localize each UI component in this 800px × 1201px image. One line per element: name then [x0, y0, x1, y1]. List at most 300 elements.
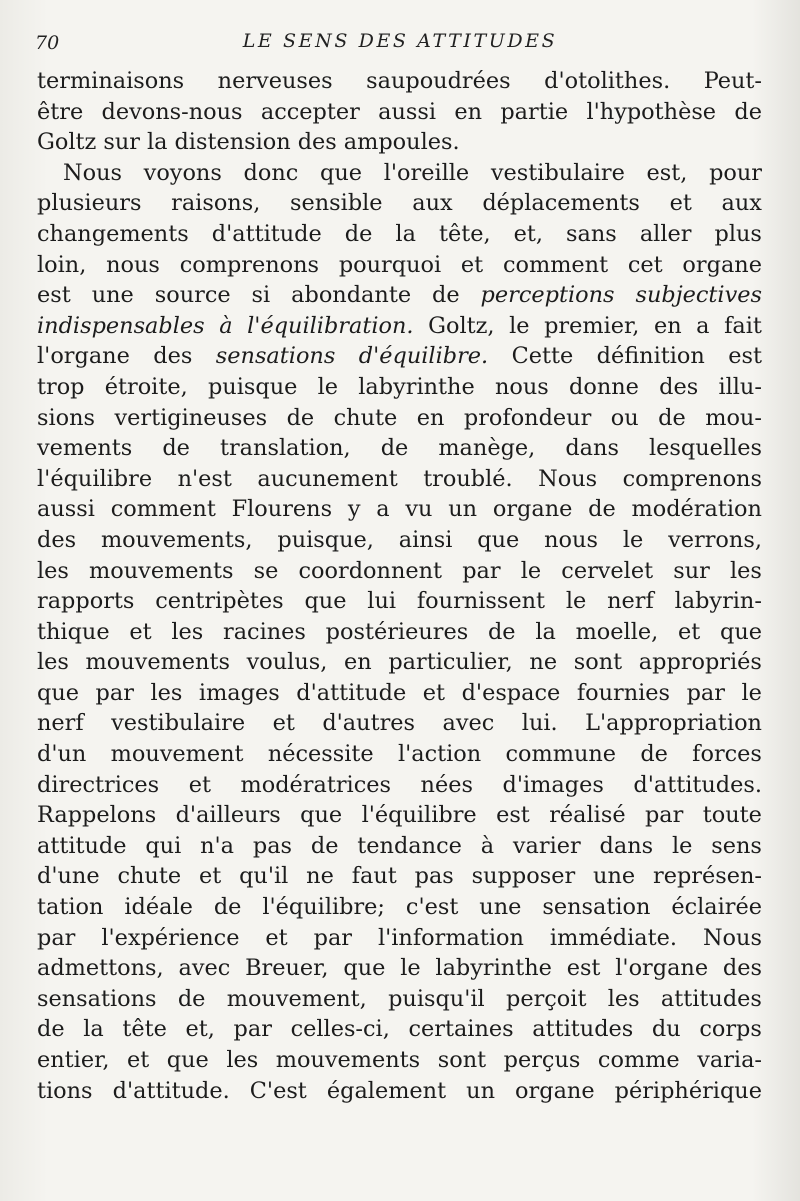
- word: une: [593, 863, 636, 890]
- word: aucunement: [257, 465, 398, 492]
- word: la: [535, 618, 556, 645]
- word: de: [658, 404, 686, 431]
- text-line: [37, 311, 762, 342]
- word: comme: [597, 1047, 680, 1073]
- word: nerf: [607, 588, 654, 615]
- text-line: [37, 158, 762, 189]
- word: modératrices: [240, 771, 391, 798]
- word: puisque,: [277, 526, 374, 553]
- text-line: [37, 372, 762, 403]
- word: les: [607, 985, 640, 1012]
- text-line: [37, 280, 762, 311]
- word: mouvement: [110, 741, 244, 768]
- word: accepter: [260, 98, 360, 125]
- word: aller: [639, 220, 692, 247]
- word: n'a: [200, 832, 235, 859]
- word: centripètes: [155, 588, 284, 615]
- word: sensations: [215, 343, 336, 370]
- word: l'expérience: [101, 924, 240, 951]
- word: chute: [333, 404, 398, 431]
- word: d'espace: [461, 679, 561, 706]
- word: mouvements: [89, 557, 234, 584]
- word: tendance: [357, 832, 462, 859]
- word: sions: [37, 404, 96, 431]
- text-line: [37, 800, 762, 831]
- word: de: [177, 985, 206, 1012]
- word: ou: [610, 404, 639, 431]
- word: les: [150, 679, 183, 706]
- word: l'équilibre: [361, 802, 477, 829]
- word: voyons: [143, 159, 222, 186]
- word: d'un: [37, 741, 87, 768]
- word: réalisé: [549, 802, 626, 829]
- word: loin,: [37, 251, 87, 278]
- word: lui.: [521, 710, 558, 737]
- word: le: [400, 955, 421, 982]
- word: comprenons: [622, 465, 762, 492]
- text-line: [37, 892, 762, 923]
- word: dans: [599, 832, 654, 859]
- word: y: [347, 496, 361, 523]
- text-line: [37, 770, 762, 801]
- word: Goltz,: [428, 312, 495, 339]
- word: sensation: [542, 894, 651, 921]
- word: particulier,: [388, 649, 513, 676]
- word: un: [466, 1077, 495, 1104]
- word: indispensables: [37, 312, 205, 339]
- text-line: [37, 494, 762, 525]
- word: Breuer,: [245, 955, 329, 982]
- word: l'équilibration.: [247, 312, 414, 339]
- text-line: [37, 708, 762, 739]
- word: lesquelles: [648, 435, 762, 462]
- word: changements: [37, 220, 189, 247]
- word: que: [300, 802, 343, 829]
- word: mou-: [705, 404, 762, 431]
- word: la: [83, 1016, 104, 1043]
- word: de: [487, 618, 516, 645]
- word: attitude: [37, 832, 127, 859]
- word: et: [669, 190, 692, 217]
- word: en: [416, 404, 445, 431]
- word: pour: [709, 159, 762, 186]
- word: commune: [505, 741, 617, 768]
- word: Goltz: [37, 129, 97, 156]
- word: toute: [702, 802, 762, 829]
- word: fournissent: [416, 588, 545, 615]
- word: représen-: [652, 863, 762, 890]
- word: que: [320, 159, 363, 186]
- word: les: [226, 1047, 259, 1073]
- word: d'autres: [322, 710, 416, 737]
- word: vestibulaire: [111, 710, 246, 737]
- word: par: [313, 924, 352, 951]
- word: plusieurs: [37, 190, 142, 217]
- text-line: [37, 1014, 762, 1045]
- page-header: [0, 30, 800, 60]
- word: lui: [367, 588, 397, 615]
- word: qui: [145, 832, 182, 859]
- word: de: [734, 98, 762, 125]
- running-title: LE SENS DES ATTITUDES: [242, 30, 558, 52]
- word: moelle,: [575, 618, 659, 645]
- word: est: [496, 802, 530, 829]
- word: idéale: [124, 894, 193, 921]
- word: admettons,: [37, 955, 164, 982]
- word: est: [566, 955, 601, 982]
- word: profondeur: [463, 404, 592, 431]
- word: donne: [569, 373, 639, 400]
- word: pas: [414, 863, 454, 890]
- word: avec: [178, 955, 231, 982]
- word: le: [317, 373, 339, 400]
- word: Rappelons: [37, 802, 157, 829]
- word: et,: [185, 1016, 215, 1043]
- word: aussi: [37, 496, 95, 523]
- word: thique: [37, 618, 110, 645]
- text-line: [37, 678, 762, 709]
- word: un: [448, 496, 478, 523]
- word: mouvements,: [100, 526, 253, 553]
- word: tions: [37, 1077, 93, 1104]
- word: sensations: [37, 985, 157, 1012]
- word: éclairée: [671, 894, 762, 921]
- word: sens: [711, 832, 762, 859]
- word: modération: [631, 496, 762, 523]
- word: si: [251, 282, 271, 309]
- word: faut: [351, 863, 397, 890]
- word: d'équilibre.: [358, 343, 489, 370]
- word: dans: [565, 435, 619, 462]
- word: avec: [442, 710, 495, 737]
- word: corps: [699, 1016, 762, 1043]
- word: et: [265, 924, 288, 951]
- word: d'otolithes.: [544, 68, 671, 94]
- word: en: [344, 649, 372, 676]
- word: images: [198, 679, 280, 706]
- word: forces: [692, 741, 762, 768]
- word: et: [272, 710, 295, 737]
- word: les: [171, 618, 204, 645]
- word: plus: [714, 220, 762, 247]
- word: puisqu'il: [388, 985, 485, 1012]
- word: une: [479, 894, 522, 921]
- text-line: [37, 923, 762, 954]
- word: d'images: [502, 771, 604, 798]
- word: et: [188, 771, 211, 798]
- word: mouvements: [85, 649, 230, 676]
- word: certaines: [408, 1016, 514, 1043]
- word: de: [162, 435, 190, 462]
- word: que: [477, 526, 520, 553]
- word: pas: [252, 832, 293, 859]
- word: sans: [566, 220, 617, 247]
- word: et: [126, 1047, 150, 1073]
- word: a: [696, 312, 710, 339]
- word: d'ailleurs: [175, 802, 281, 829]
- word: d'attitude: [211, 220, 322, 247]
- word: ampoules.: [343, 129, 460, 156]
- page-number: 70: [35, 32, 60, 54]
- word: fait: [724, 312, 762, 339]
- text-line: [37, 953, 762, 984]
- text-line: [37, 188, 762, 219]
- word: et: [422, 679, 446, 706]
- word: aux: [721, 190, 762, 217]
- word: le: [509, 312, 530, 339]
- word: nécessite: [267, 741, 374, 768]
- word: manège,: [438, 435, 536, 462]
- word: labyrin-: [674, 588, 762, 615]
- word: labyrinthe: [358, 373, 475, 400]
- word: d'une: [37, 863, 100, 890]
- word: Cette: [511, 343, 574, 370]
- word: l'information: [377, 924, 524, 951]
- word: sont: [573, 649, 623, 676]
- word: le: [622, 526, 644, 553]
- word: le: [671, 832, 693, 859]
- word: verrons,: [668, 526, 762, 553]
- body-text: [37, 66, 762, 1106]
- text-line: [37, 464, 762, 495]
- word: tête,: [438, 220, 491, 247]
- word: fournies: [576, 679, 671, 706]
- word: voulus,: [246, 649, 328, 676]
- word: varier: [512, 832, 581, 859]
- word: Peut-: [703, 68, 762, 94]
- word: que: [37, 679, 80, 706]
- word: distension: [174, 129, 291, 156]
- word: entier,: [37, 1047, 110, 1073]
- word: qu'il: [239, 863, 289, 890]
- text-line: [37, 127, 762, 158]
- word: celles-ci,: [290, 1016, 390, 1043]
- word: illu-: [718, 373, 762, 400]
- word: perçus: [503, 1047, 581, 1073]
- word: l'hypothèse: [586, 98, 717, 125]
- text-line: [37, 433, 762, 464]
- word: cet: [627, 251, 663, 278]
- word: tation: [37, 894, 104, 921]
- word: les: [37, 557, 69, 584]
- word: comment: [110, 496, 216, 523]
- word: est: [37, 282, 71, 309]
- word: appropriés: [638, 649, 762, 676]
- word: Nous: [63, 159, 122, 186]
- word: que: [343, 955, 386, 982]
- word: vu: [405, 496, 433, 523]
- word: de: [286, 404, 315, 431]
- word: des: [297, 129, 337, 156]
- word: le: [520, 557, 542, 584]
- word: rapports: [37, 588, 135, 615]
- word: de: [640, 741, 668, 768]
- word: Nous: [538, 465, 598, 492]
- word: sur: [673, 557, 710, 584]
- word: mouvements: [275, 1047, 421, 1073]
- word: cervelet: [561, 557, 654, 584]
- word: de: [310, 832, 339, 859]
- text-line: [37, 219, 762, 250]
- word: ne: [529, 649, 558, 676]
- word: à: [219, 312, 233, 339]
- word: des: [153, 343, 193, 370]
- word: comment: [502, 251, 609, 278]
- text-line: [37, 556, 762, 587]
- word: et,: [513, 220, 543, 247]
- word: par: [95, 679, 134, 706]
- word: de: [37, 1016, 65, 1043]
- word: puisque: [207, 373, 298, 400]
- word: que: [304, 588, 347, 615]
- word: que: [719, 618, 762, 645]
- word: terminaisons: [37, 68, 185, 94]
- word: nées: [420, 771, 473, 798]
- word: les: [37, 649, 69, 676]
- text-line: [37, 739, 762, 770]
- text-line: [37, 984, 762, 1015]
- word: subjectives: [635, 282, 762, 309]
- word: partie: [500, 98, 569, 125]
- word: tête: [122, 1016, 167, 1043]
- word: l'action: [397, 741, 482, 768]
- word: le: [565, 588, 587, 615]
- word: labyrinthe: [435, 955, 552, 982]
- word: à: [480, 832, 495, 859]
- word: racines: [223, 618, 306, 645]
- word: nous: [106, 251, 160, 278]
- word: nous: [494, 373, 549, 400]
- text-line: [37, 586, 762, 617]
- word: C'est: [249, 1077, 307, 1104]
- word: une: [91, 282, 134, 309]
- word: par: [644, 802, 684, 829]
- word: trop: [37, 373, 85, 400]
- text-line: [37, 617, 762, 648]
- word: aussi: [378, 98, 437, 125]
- text-line: [37, 1076, 762, 1107]
- word: organe: [682, 251, 762, 278]
- word: la: [395, 220, 416, 247]
- word: mouvement,: [226, 985, 367, 1012]
- word: l'équilibre;: [262, 894, 385, 921]
- word: des: [37, 526, 77, 553]
- word: vertigineuses: [114, 404, 268, 431]
- word: est,: [646, 159, 688, 186]
- word: supposer: [471, 863, 576, 890]
- word: par: [233, 1016, 272, 1043]
- word: du: [651, 1016, 681, 1043]
- word: vements: [37, 435, 133, 462]
- word: organe: [492, 496, 573, 523]
- word: perçoit: [505, 985, 587, 1012]
- text-line: [37, 525, 762, 556]
- word: nerveuses: [217, 68, 333, 94]
- text-line: [37, 861, 762, 892]
- word: en: [653, 312, 682, 339]
- text-line: [37, 647, 762, 678]
- word: premier,: [544, 312, 640, 339]
- word: le: [741, 679, 762, 706]
- word: la: [146, 129, 168, 156]
- word: chute: [117, 863, 182, 890]
- word: raisons,: [171, 190, 261, 217]
- word: ne: [306, 863, 334, 890]
- word: Nous: [702, 924, 762, 951]
- word: L'appropriation: [585, 710, 762, 737]
- word: troublé.: [423, 465, 513, 492]
- word: et: [129, 618, 152, 645]
- word: abondante: [291, 282, 412, 309]
- word: nerf: [37, 710, 84, 737]
- word: organe: [515, 1077, 595, 1104]
- text-line: [37, 97, 762, 128]
- word: a: [376, 496, 390, 523]
- word: et: [198, 863, 222, 890]
- word: de: [344, 220, 373, 247]
- text-line: [37, 1045, 762, 1076]
- word: perceptions: [480, 282, 615, 309]
- word: pourquoi: [338, 251, 442, 278]
- text-line: [37, 831, 762, 862]
- word: en: [454, 98, 483, 125]
- word: est: [728, 343, 762, 370]
- word: de: [588, 496, 616, 523]
- word: par: [462, 557, 501, 584]
- word: de: [380, 435, 409, 462]
- word: l'organe: [615, 955, 709, 982]
- word: l'équilibre: [37, 465, 153, 492]
- word: périphérique: [614, 1077, 762, 1104]
- word: par: [686, 679, 725, 706]
- text-line: [37, 66, 762, 97]
- word: comprenons: [179, 251, 320, 278]
- word: sont: [437, 1047, 487, 1073]
- word: des: [659, 373, 699, 400]
- word: et: [677, 618, 701, 645]
- word: saupoudrées: [366, 68, 511, 94]
- word: l'oreille: [383, 159, 470, 186]
- word: et: [460, 251, 484, 278]
- word: sur: [103, 129, 140, 156]
- word: d'attitude.: [112, 1077, 230, 1104]
- word: se: [253, 557, 279, 584]
- word: être: [37, 98, 84, 125]
- word: aux: [412, 190, 453, 217]
- text-line: [37, 250, 762, 281]
- word: attitudes: [660, 985, 762, 1012]
- word: définition: [596, 343, 705, 370]
- word: d'attitudes.: [633, 771, 762, 798]
- word: les: [730, 557, 762, 584]
- word: c'est: [405, 894, 459, 921]
- word: postérieures: [325, 618, 469, 645]
- word: source: [154, 282, 231, 309]
- word: déplacements: [482, 190, 640, 217]
- text-line: [37, 341, 762, 372]
- word: n'est: [177, 465, 232, 492]
- word: devons-nous: [101, 98, 243, 125]
- word: ainsi: [398, 526, 453, 553]
- word: que: [166, 1047, 209, 1073]
- word: également: [326, 1077, 447, 1104]
- word: vestibulaire: [490, 159, 625, 186]
- word: l'organe: [37, 343, 130, 370]
- word: de: [432, 282, 460, 309]
- word: de: [213, 894, 242, 921]
- word: par: [37, 924, 76, 951]
- word: varia-: [697, 1047, 762, 1073]
